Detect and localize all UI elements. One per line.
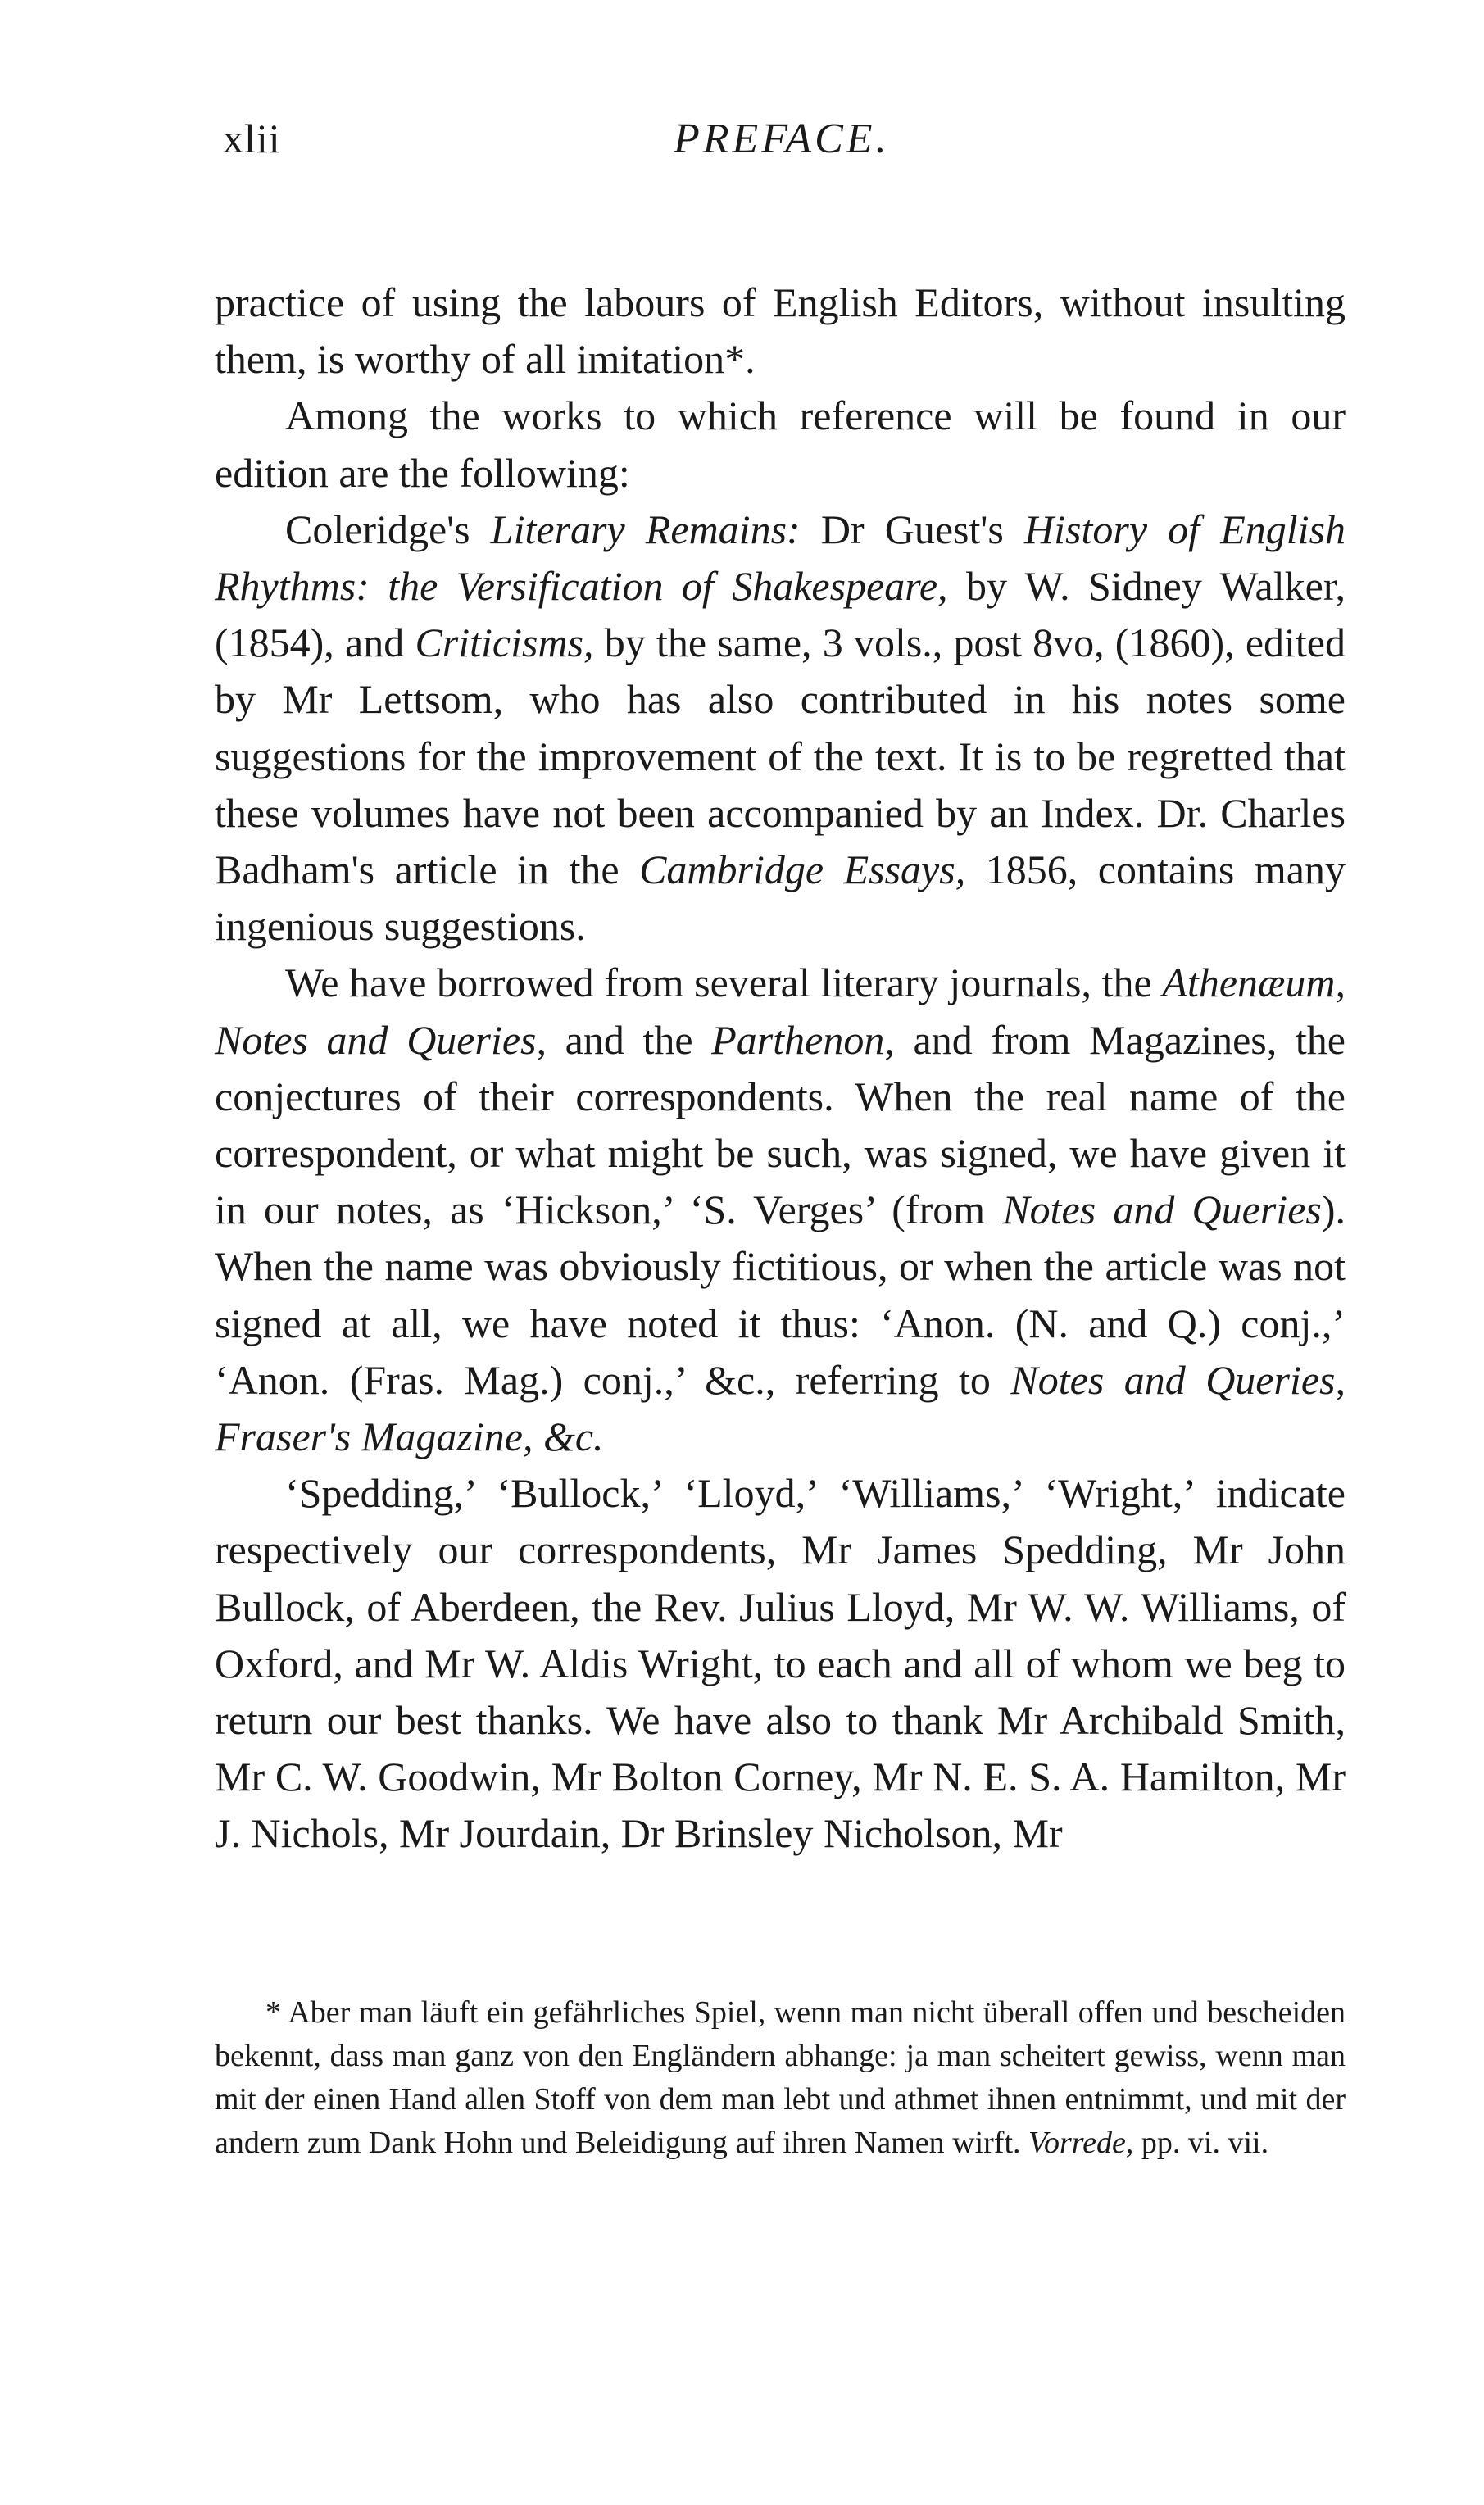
running-title: PREFACE. bbox=[674, 116, 890, 162]
page-number: xlii bbox=[223, 116, 281, 161]
italic-title: Notes and Queries, Fraser's Magazine, &c. bbox=[215, 1356, 1346, 1460]
text-run: and the bbox=[547, 1016, 712, 1063]
italic-title: Parthenon, bbox=[711, 1016, 895, 1063]
footnote-pages: pp. vi. vii. bbox=[1133, 2126, 1269, 2160]
text-run: Coleridge's bbox=[285, 506, 491, 552]
italic-title: Criticisms, bbox=[415, 619, 594, 666]
italic-title: History of English Rhythms: the Versification of Shakespeare, bbox=[215, 506, 1346, 610]
text-run: and from Magazines, the conjectures of their correspondents. When the real name of the correspondent, or what might be such, was signed, we have given it in our notes, as ‘Hickson,’ ‘S. Verges’ (from bbox=[215, 1016, 1346, 1233]
paragraph-1: practice of using the labours of English Editors, without insulting them, is worthy of all imitation*. bbox=[215, 279, 1346, 383]
text-run: We have borrowed from several literary journals, the bbox=[285, 960, 1163, 1006]
text-run: by W. Sidney Walker, (1854), and bbox=[215, 563, 1346, 666]
footnote bbox=[215, 1991, 1346, 2165]
footnote-source: Vorrede, bbox=[1028, 2126, 1134, 2160]
paragraph-2: Among the works to which reference will be found in our edition are the following: bbox=[215, 393, 1346, 496]
footnote-text: * Aber man läuft ein gefährliches Spiel, wenn man nicht überall offen und bescheiden bekennt, dass man ganz von den Engländern abhange: ja man scheitert gewiss, wenn man mit der einen Hand allen Stoff von dem man lebt und athmet ihnen entnimmt, und mit der andern zum Dank Hohn und Beleidigung auf ihren Namen wirft. bbox=[215, 1995, 1346, 2160]
italic-title: Athenæum, Notes and Queries, bbox=[215, 960, 1346, 1063]
text-run: Dr Guest's bbox=[800, 506, 1025, 552]
paragraph-5: ‘Spedding,’ ‘Bullock,’ ‘Lloyd,’ ‘Williams,’ ‘Wright,’ indicate respectively our correspondents, Mr James Spedding, Mr John Bullock, of Aberdeen, the Rev. Julius Lloyd, Mr W. W. Williams, of Oxford, and Mr W. Aldis Wright, to each and all of whom we beg to return our best thanks. We have also to thank Mr Archibald Smith, Mr C. W. Goodwin, Mr Bolton Corney, Mr N. E. S. A. Hamilton, Mr J. Nichols, Mr Jourdain, Dr Brinsley Nicholson, Mr bbox=[215, 1470, 1346, 1857]
text-run: ). When the name was obviously fictitious, or when the article was not signed at all, we have noted it thus: ‘Anon. (N. and Q.) conj.,’ ‘Anon. (Fras. Mag.) conj.,’ &c., referring to bbox=[215, 1187, 1346, 1403]
italic-title: Literary Remains: bbox=[490, 506, 801, 552]
text-run: by the same, 3 vols., post 8vo, (1860), edited by Mr Lettsom, who has also contributed in his notes some suggestions for the improvement of the text. It is to be regretted that these volumes have not been accompanied by an Index. Dr. Charles Badham's article in the bbox=[215, 619, 1346, 893]
footnote-paragraph bbox=[215, 1991, 1346, 2165]
paragraph-4 bbox=[215, 955, 1346, 1465]
italic-title: Notes and Queries bbox=[1002, 1187, 1322, 1233]
body-text bbox=[215, 275, 1346, 1863]
text-run: 1856, contains many ingenious suggestions. bbox=[215, 846, 1346, 950]
italic-title: Cambridge Essays, bbox=[639, 846, 966, 893]
page bbox=[215, 98, 1346, 1863]
paragraph-3 bbox=[215, 501, 1346, 955]
page-header bbox=[215, 98, 1346, 180]
